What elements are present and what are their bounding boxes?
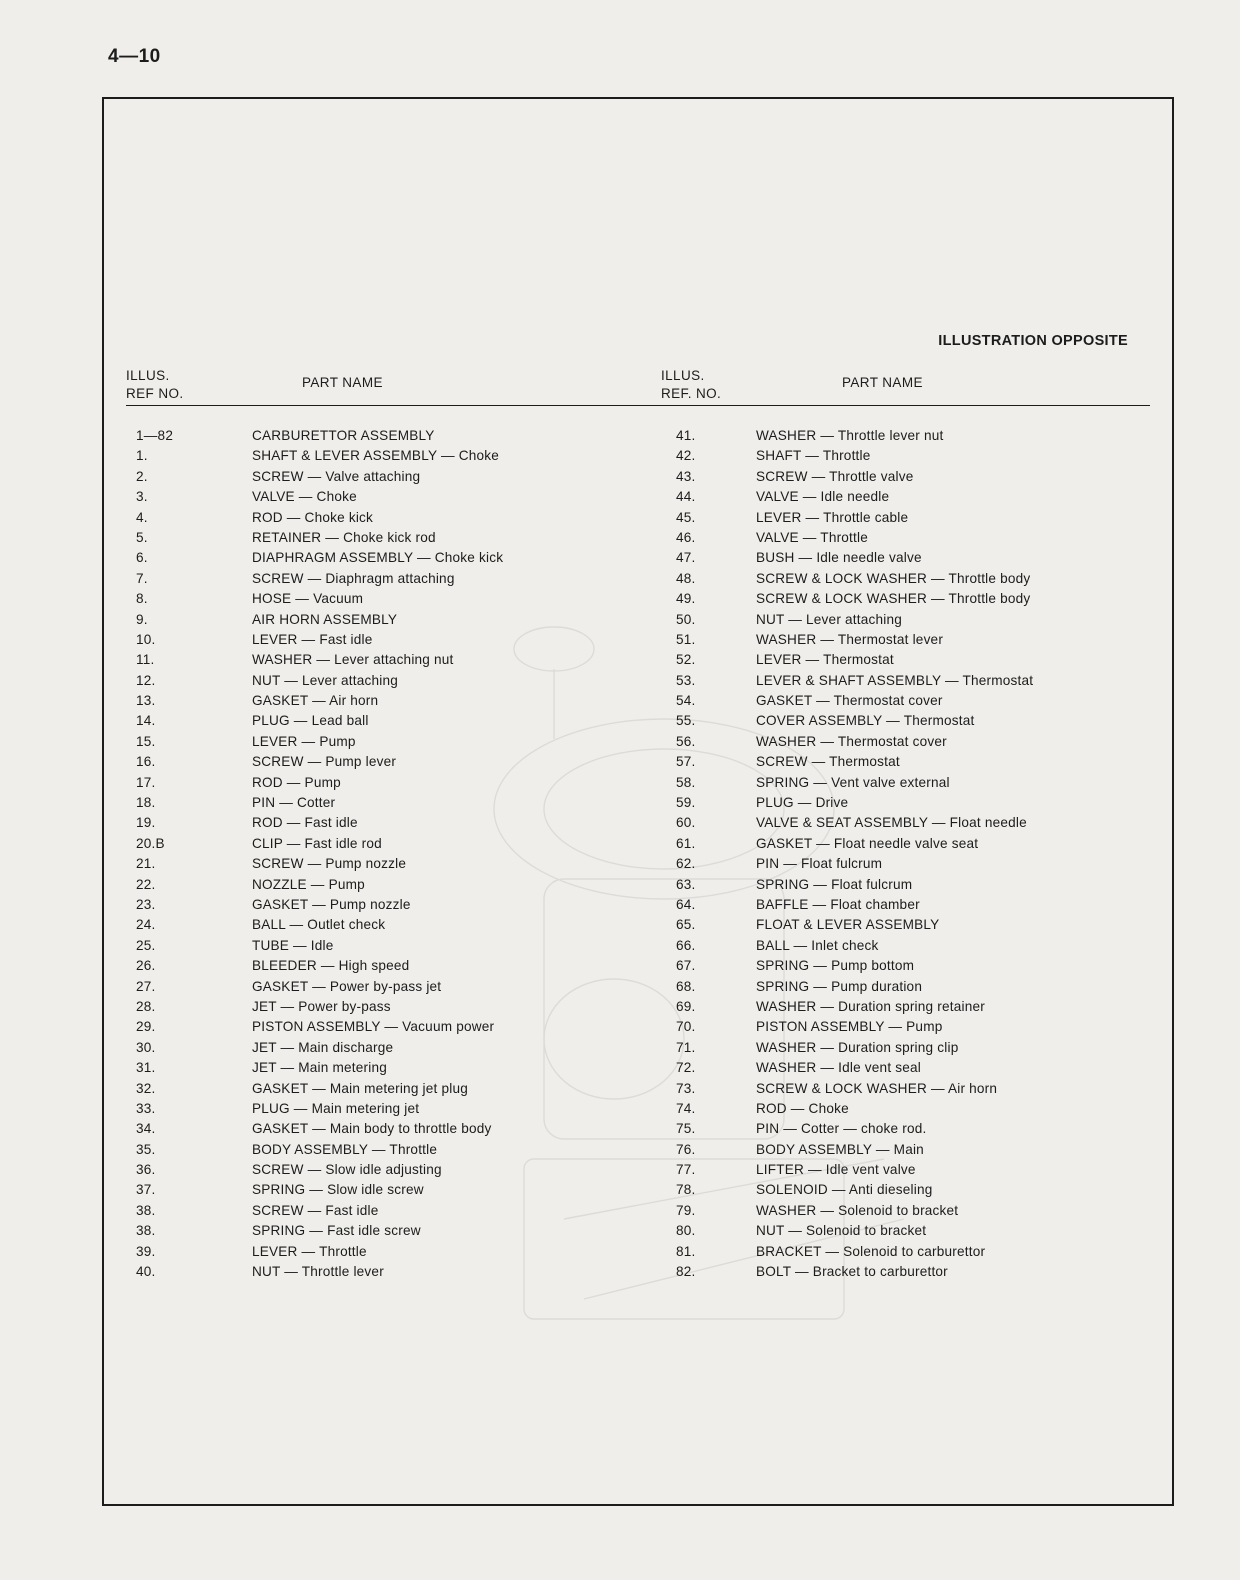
part-name: LEVER — Pump <box>252 733 356 749</box>
part-name: GASKET — Float needle valve seat <box>756 835 979 851</box>
part-name: GASKET — Main body to throttle body <box>252 1121 492 1137</box>
part-ref-number: 34. <box>136 1121 156 1137</box>
part-ref-number: 61. <box>676 835 696 851</box>
part-name: GASKET — Power by-pass jet <box>252 978 442 994</box>
part-name: PLUG — Drive <box>756 795 849 811</box>
part-name: BRACKET — Solenoid to carburettor <box>756 1243 986 1259</box>
part-name: PISTON ASSEMBLY — Vacuum power <box>252 1019 495 1035</box>
part-name: WASHER — Thermostat cover <box>756 733 947 749</box>
part-ref-number: 49. <box>676 591 696 607</box>
part-ref-number: 81. <box>676 1243 696 1259</box>
part-name: BOLT — Bracket to carburettor <box>756 1264 948 1280</box>
part-name: SCREW — Pump nozzle <box>252 856 407 872</box>
part-ref-number: 13. <box>136 693 156 709</box>
part-ref-number: 14. <box>136 713 156 729</box>
left-part-name-header: PART NAME <box>302 375 383 390</box>
part-ref-number: 18. <box>136 795 156 811</box>
part-name: SCREW — Throttle valve <box>756 468 914 484</box>
part-name: BODY ASSEMBLY — Throttle <box>252 1141 438 1157</box>
part-ref-number: 3. <box>136 489 148 505</box>
left-ref-header: ILLUS. REF NO. <box>126 368 184 401</box>
part-name: NUT — Solenoid to bracket <box>756 1223 927 1239</box>
part-name: NUT — Throttle lever <box>252 1264 384 1280</box>
part-ref-number: 80. <box>676 1223 696 1239</box>
part-ref-number: 48. <box>676 570 696 586</box>
part-ref-number: 64. <box>676 896 696 912</box>
part-ref-number: 42. <box>676 448 696 464</box>
part-ref-number: 62. <box>676 856 696 872</box>
part-name: WASHER — Thermostat lever <box>756 631 944 647</box>
part-ref-number: 60. <box>676 815 696 831</box>
part-ref-number: 56. <box>676 733 696 749</box>
part-ref-number: 10. <box>136 631 156 647</box>
part-ref-number: 59. <box>676 795 696 811</box>
part-name: PIN — Float fulcrum <box>756 856 883 872</box>
part-ref-number: 22. <box>136 876 156 892</box>
part-name: WASHER — Idle vent seal <box>756 1060 922 1076</box>
part-ref-number: 29. <box>136 1019 156 1035</box>
part-ref-number: 21. <box>136 856 156 872</box>
part-name: FLOAT & LEVER ASSEMBLY <box>756 917 940 933</box>
part-name: SPRING — Float fulcrum <box>756 876 913 892</box>
part-name: JET — Main metering <box>252 1060 387 1076</box>
part-ref-number: 74. <box>676 1100 696 1116</box>
part-ref-number: 54. <box>676 693 696 709</box>
part-name: WASHER — Lever attaching nut <box>252 652 454 668</box>
part-ref-number: 4. <box>136 509 148 525</box>
part-name: SCREW & LOCK WASHER — Throttle body <box>756 570 1031 586</box>
part-name: TUBE — Idle <box>252 937 334 953</box>
part-ref-number: 73. <box>676 1080 696 1096</box>
part-ref-number: 20.B <box>136 835 165 851</box>
part-name: SCREW — Diaphragm attaching <box>252 570 455 586</box>
part-ref-number: 12. <box>136 672 156 688</box>
part-ref-number: 47. <box>676 550 696 566</box>
part-name: PISTON ASSEMBLY — Pump <box>756 1019 943 1035</box>
part-name: VALVE — Throttle <box>756 529 868 545</box>
part-ref-number: 66. <box>676 937 696 953</box>
part-ref-number: 40. <box>136 1264 156 1280</box>
part-name: SPRING — Pump bottom <box>756 958 915 974</box>
part-ref-number: 52. <box>676 652 696 668</box>
part-name: SHAFT & LEVER ASSEMBLY — Choke <box>252 448 500 464</box>
part-name: HOSE — Vacuum <box>252 591 364 607</box>
part-name: SCREW — Thermostat <box>756 754 900 770</box>
part-ref-number: 69. <box>676 998 696 1014</box>
part-ref-number: 41. <box>676 428 696 443</box>
part-name: NOZZLE — Pump <box>252 876 365 892</box>
part-ref-number: 68. <box>676 978 696 994</box>
part-ref-number: 55. <box>676 713 696 729</box>
part-name: JET — Power by-pass <box>252 998 391 1014</box>
part-name: SCREW — Pump lever <box>252 754 397 770</box>
part-ref-number: 17. <box>136 774 156 790</box>
header-rule <box>126 405 1150 406</box>
part-ref-number: 71. <box>676 1039 696 1055</box>
part-ref-number: 19. <box>136 815 156 831</box>
part-name: JET — Main discharge <box>252 1039 394 1055</box>
part-name: SHAFT — Throttle <box>756 448 871 464</box>
part-ref-number: 9. <box>136 611 148 627</box>
part-name: GASKET — Air horn <box>252 693 379 709</box>
part-name: SCREW — Valve attaching <box>252 468 421 484</box>
part-ref-number: 2. <box>136 468 148 484</box>
part-ref-number: 51. <box>676 631 696 647</box>
part-name: LEVER — Fast idle <box>252 631 373 647</box>
part-ref-number: 38. <box>136 1223 156 1239</box>
part-name: PLUG — Lead ball <box>252 713 369 729</box>
part-ref-number: 70. <box>676 1019 696 1035</box>
part-ref-number: 16. <box>136 754 156 770</box>
part-name: SPRING — Slow idle screw <box>252 1182 424 1198</box>
part-ref-number: 15. <box>136 733 156 749</box>
part-ref-number: 35. <box>136 1141 156 1157</box>
part-name: SCREW & LOCK WASHER — Throttle body <box>756 591 1031 607</box>
part-name: GASKET — Main metering jet plug <box>252 1080 468 1096</box>
part-name: AIR HORN ASSEMBLY <box>252 611 398 627</box>
part-ref-number: 39. <box>136 1243 156 1259</box>
part-ref-number: 30. <box>136 1039 156 1055</box>
part-name: SCREW — Slow idle adjusting <box>252 1162 442 1178</box>
part-name: WASHER — Duration spring retainer <box>756 998 985 1014</box>
part-name: LEVER — Thermostat <box>756 652 894 668</box>
part-name: ROD — Pump <box>252 774 341 790</box>
part-name: PLUG — Main metering jet <box>252 1100 420 1116</box>
right-ref-header: ILLUS. REF. NO. <box>661 368 722 401</box>
part-name: SOLENOID — Anti dieseling <box>756 1182 933 1198</box>
part-ref-number: 72. <box>676 1060 696 1076</box>
part-name: BALL — Outlet check <box>252 917 386 933</box>
part-ref-number: 46. <box>676 529 696 545</box>
parts-list-frame <box>102 97 1174 1506</box>
part-name: DIAPHRAGM ASSEMBLY — Choke kick <box>252 550 504 566</box>
part-ref-number: 28. <box>136 998 156 1014</box>
part-name: BALL — Inlet check <box>756 937 879 953</box>
part-name: CARBURETTOR ASSEMBLY <box>252 428 435 443</box>
illustration-opposite-label: ILLUSTRATION OPPOSITE <box>938 333 1128 349</box>
right-part-name-header: PART NAME <box>842 375 923 390</box>
part-name: SPRING — Pump duration <box>756 978 923 994</box>
part-name: VALVE — Choke <box>252 489 357 505</box>
part-ref-number: 78. <box>676 1182 696 1198</box>
part-name: CLIP — Fast idle rod <box>252 835 382 851</box>
part-ref-number: 8. <box>136 591 148 607</box>
part-name: SCREW & LOCK WASHER — Air horn <box>756 1080 998 1096</box>
part-ref-number: 50. <box>676 611 696 627</box>
part-ref-number: 79. <box>676 1202 696 1218</box>
part-name: LEVER & SHAFT ASSEMBLY — Thermostat <box>756 672 1034 688</box>
part-name: VALVE & SEAT ASSEMBLY — Float needle <box>756 815 1027 831</box>
part-ref-number: 82. <box>676 1264 696 1280</box>
part-name: PIN — Cotter <box>252 795 336 811</box>
part-ref-number: 31. <box>136 1060 156 1076</box>
part-ref-number: 25. <box>136 937 156 953</box>
part-name: WASHER — Throttle lever nut <box>756 428 944 443</box>
part-ref-number: 1. <box>136 448 148 464</box>
part-ref-number: 33. <box>136 1100 156 1116</box>
part-name: ROD — Fast idle <box>252 815 358 831</box>
part-ref-number: 75. <box>676 1121 696 1137</box>
part-name: GASKET — Thermostat cover <box>756 693 943 709</box>
part-ref-number: 63. <box>676 876 696 892</box>
part-ref-number: 24. <box>136 917 156 933</box>
part-name: ROD — Choke kick <box>252 509 374 525</box>
part-ref-number: 43. <box>676 468 696 484</box>
part-name: SPRING — Vent valve external <box>756 774 950 790</box>
part-name: SPRING — Fast idle screw <box>252 1223 421 1239</box>
part-ref-number: 77. <box>676 1162 696 1178</box>
part-ref-number: 6. <box>136 550 148 566</box>
page-number: 4—10 <box>108 46 161 67</box>
part-name: WASHER — Duration spring clip <box>756 1039 959 1055</box>
part-name: BODY ASSEMBLY — Main <box>756 1141 924 1157</box>
part-name: BUSH — Idle needle valve <box>756 550 922 566</box>
part-ref-number: 44. <box>676 489 696 505</box>
part-name: LEVER — Throttle cable <box>756 509 909 525</box>
part-name: COVER ASSEMBLY — Thermostat <box>756 713 975 729</box>
part-ref-number: 58. <box>676 774 696 790</box>
part-ref-number: 37. <box>136 1182 156 1198</box>
part-ref-number: 65. <box>676 917 696 933</box>
part-name: GASKET — Pump nozzle <box>252 896 411 912</box>
part-ref-number: 26. <box>136 958 156 974</box>
part-name: ROD — Choke <box>756 1100 849 1116</box>
part-ref-number: 36. <box>136 1162 156 1178</box>
part-name: WASHER — Solenoid to bracket <box>756 1202 959 1218</box>
part-name: LEVER — Throttle <box>252 1243 367 1259</box>
part-ref-number: 5. <box>136 529 148 545</box>
part-name: BAFFLE — Float chamber <box>756 896 920 912</box>
part-name: NUT — Lever attaching <box>756 611 902 627</box>
part-name: VALVE — Idle needle <box>756 489 890 505</box>
part-name: SCREW — Fast idle <box>252 1202 379 1218</box>
part-ref-number: 7. <box>136 570 148 586</box>
part-ref-number: 32. <box>136 1080 156 1096</box>
part-ref-number: 38. <box>136 1202 156 1218</box>
part-ref-number: 27. <box>136 978 156 994</box>
part-ref-number: 45. <box>676 509 696 525</box>
part-ref-number: 57. <box>676 754 696 770</box>
part-ref-number: 67. <box>676 958 696 974</box>
part-name: BLEEDER — High speed <box>252 958 410 974</box>
part-name: PIN — Cotter — choke rod. <box>756 1121 927 1137</box>
part-ref-number: 1—82 <box>136 428 174 443</box>
part-ref-number: 53. <box>676 672 696 688</box>
part-name: RETAINER — Choke kick rod <box>252 529 436 545</box>
part-ref-number: 76. <box>676 1141 696 1157</box>
part-name: NUT — Lever attaching <box>252 672 398 688</box>
part-name: LIFTER — Idle vent valve <box>756 1162 916 1178</box>
part-ref-number: 11. <box>136 652 155 668</box>
part-ref-number: 23. <box>136 896 156 912</box>
